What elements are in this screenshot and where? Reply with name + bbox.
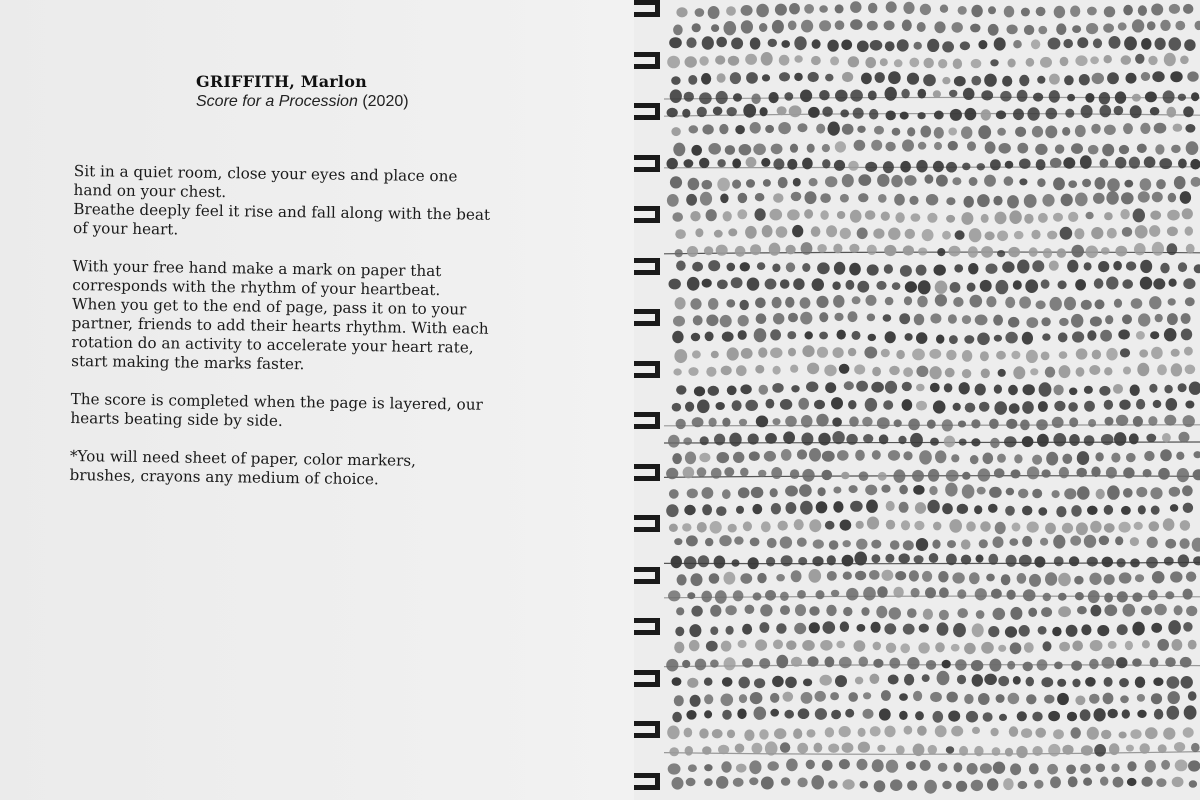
spiral-binding [634,0,664,800]
dot-pattern-artwork [664,0,1200,800]
spiral-coil [634,256,664,278]
paragraph-2: With your free hand make a mark on paper that corresponds with the rhythm of your heartbeat. When you get to the end of page, pass it on to your partner, friends to add their hearts rhythm. With each rotation do an activity to accelerate your heart rate, start making the marks faster. [71,256,489,374]
spiral-coil [634,513,664,535]
work-title-line [196,93,409,111]
author-name: GRIFFITH, Marlon [196,72,367,91]
spiral-coil [634,719,664,741]
work-year: (2020) [362,93,409,110]
instructions-text [69,162,504,510]
work-title: Score for a Procession [196,93,358,110]
spiral-coil [634,0,664,20]
title-block [196,72,409,111]
spiral-coil [634,565,664,587]
spiral-coil [634,462,664,484]
paragraph-4: *You will need sheet of paper, color markers, brushes, crayons any medium of choice. [69,446,417,489]
spiral-coil [634,307,664,329]
spiral-coil [634,771,664,793]
paragraph-1: Sit in a quiet room, close your eyes and place one hand on your chest. Breathe deeply feel it rise and fall along with the beat of your heart. [72,162,491,239]
spiral-coil [634,410,664,432]
spiral-coil [634,50,664,72]
spiral-coil [634,101,664,123]
spiral-coil [634,153,664,175]
spiral-coil [634,359,664,381]
spiral-coil [634,616,664,638]
paragraph-3: The score is completed when the page is layered, our hearts beating side by side. [70,389,483,430]
spiral-coil [634,204,664,226]
spiral-coil [634,668,664,690]
